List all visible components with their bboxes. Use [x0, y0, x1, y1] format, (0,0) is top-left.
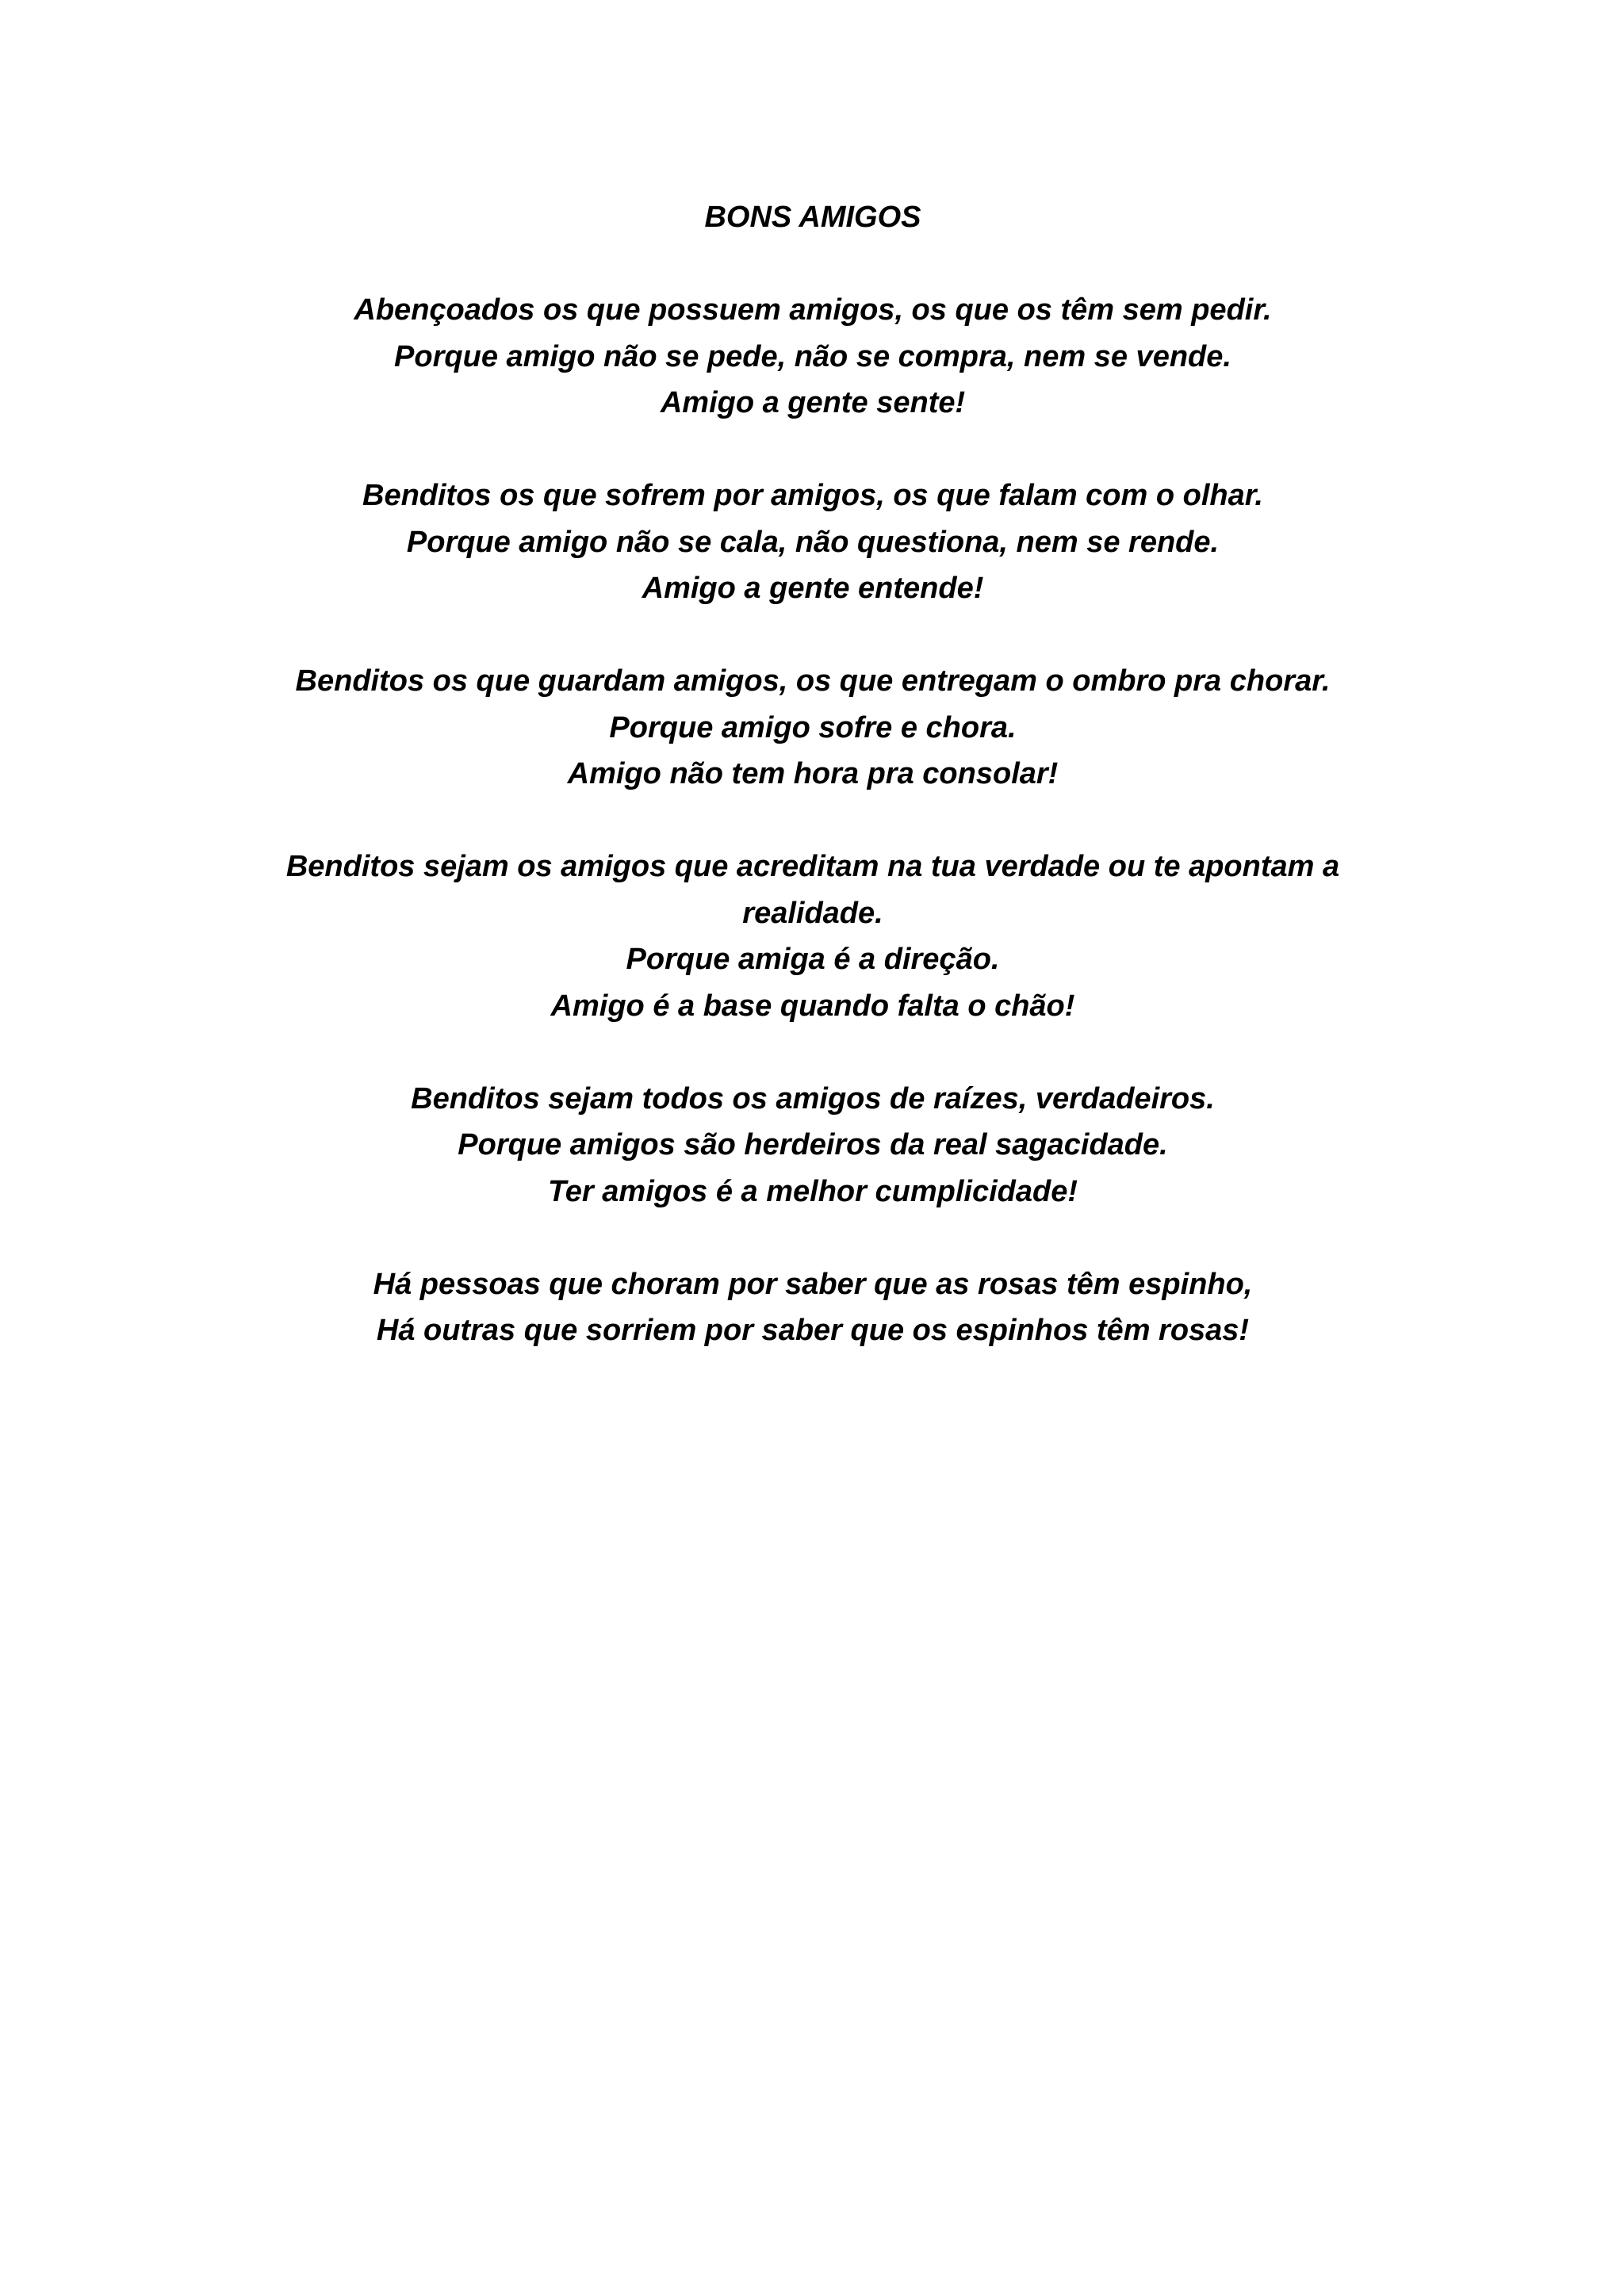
- stanza-line: Há pessoas que choram por saber que as rosas têm espinho,: [373, 1267, 1253, 1301]
- stanza-2: [262, 473, 1364, 612]
- stanza-line: Porque amiga é a direção.: [626, 943, 1000, 976]
- stanza-4: [262, 844, 1364, 1029]
- stanza-line: Porque amigo sofre e chora.: [609, 710, 1017, 744]
- stanza-line: Amigo é a base quando falta o chão!: [550, 989, 1075, 1023]
- poem-title-text: BONS AMIGOS: [704, 201, 921, 234]
- stanza-line: Benditos sejam todos os amigos de raízes, verdadeiros.: [411, 1081, 1215, 1115]
- stanza-line: Porque amigo não se cala, não questiona, nem se rende.: [406, 525, 1220, 559]
- stanza-line: Amigo a gente entende!: [642, 572, 984, 605]
- stanza-line: Porque amigo não se pede, não se compra, nem se vende.: [394, 339, 1231, 373]
- stanza-line: Porque amigos são herdeiros da real sagacidade.: [458, 1128, 1168, 1161]
- stanza-line: Benditos os que sofrem por amigos, os que falam com o olhar.: [362, 479, 1263, 512]
- stanza-6: [262, 1261, 1364, 1354]
- stanza-5: [262, 1076, 1364, 1215]
- stanza-line: Benditos sejam os amigos que acreditam na tua verdade ou te apontam a realidade.: [285, 850, 1340, 930]
- stanza-line: Ter amigos é a melhor cumplicidade!: [547, 1174, 1078, 1208]
- stanza-3: [262, 658, 1364, 798]
- poem: [262, 194, 1364, 1400]
- stanza-line: Amigo não tem hora pra consolar!: [567, 757, 1059, 790]
- stanza-line: Benditos os que guardam amigos, os que entregam o ombro pra chorar.: [295, 664, 1331, 698]
- stanza-1: [262, 287, 1364, 427]
- stanza-line: Abençoados os que possuem amigos, os que os têm sem pedir.: [354, 293, 1272, 327]
- stanza-line: Há outras que sorriem por saber que os espinhos têm rosas!: [376, 1314, 1250, 1347]
- poem-title: [262, 194, 1364, 241]
- stanza-line: Amigo a gente sente!: [660, 386, 966, 419]
